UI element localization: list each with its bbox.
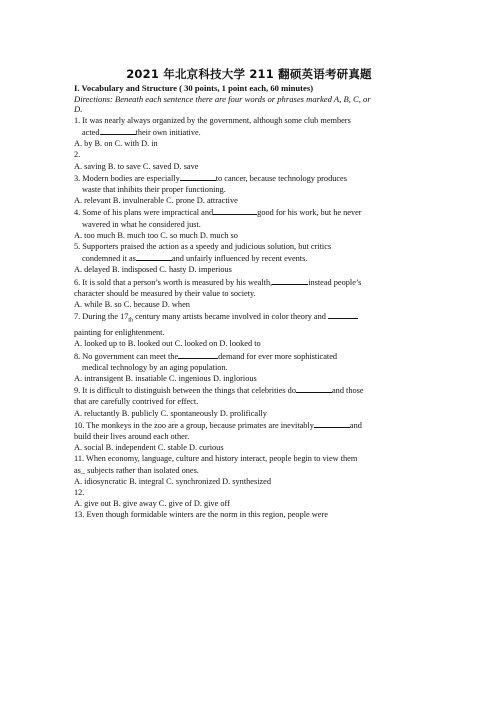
question-5-text-c: and unfairly influenced by recent events. (171, 254, 308, 264)
question-4-line-2: wavered in what he considered just. (82, 219, 201, 229)
question-3-text-a: 3. Modern bodies are especially (74, 173, 180, 183)
question-3-text-b: to cancer, because technology produces (215, 173, 347, 183)
question-6-text-b: instead people’s (308, 277, 362, 287)
question-7-line-1 (74, 310, 424, 327)
question-1-options: A. by B. on C. with D. in (74, 139, 158, 149)
question-1-text-c: their own initiative. (135, 128, 201, 138)
question-3-line-2: waste that inhibits their proper functioning. (82, 185, 226, 195)
question-10-options: A. social B. independent C. stable D. curious (74, 443, 224, 453)
question-4-line-1 (74, 206, 424, 218)
question-2-options: A. saving B. to save C. saved D. save (74, 161, 199, 171)
answer-blank (314, 419, 350, 428)
question-5-line-2 (74, 252, 424, 264)
question-7-superscript: th (128, 317, 134, 324)
question-6-options: A. while B. so C. because D. when (74, 300, 190, 310)
question-4-text-b: good for his work, but he never (257, 208, 362, 218)
answer-blank (328, 310, 358, 319)
question-9-text-b: and those (331, 386, 364, 396)
question-10-line-1 (74, 419, 424, 431)
question-10-line-2: build their lives around each other. (74, 431, 190, 441)
answer-blank (100, 126, 136, 135)
question-5-line-1: 5. Supporters praised the action as a speedy and judicious solution, but critics (74, 242, 332, 252)
question-10-text-b: and (349, 420, 362, 430)
question-12-options: A. give out B. give away C. give of D. give off (74, 499, 230, 509)
question-8-text-a: 8. No government can meet the (74, 351, 179, 361)
question-10-text-a: 10. The monkeys in the zoo are a group, because primates are inevitably (74, 420, 314, 430)
question-8-line-2: medical technology by an aging population. (82, 362, 228, 372)
answer-blank (180, 172, 216, 181)
question-1-text-b: acted (82, 128, 100, 138)
question-3-options: A. relevant B. invulnerable C. prone D. attractive (74, 196, 238, 206)
directions-body: Directions: Beneath each sentence there are four words or phrases marked A, B, C, or (74, 94, 371, 104)
page-title: 2021 年北京科技大学 211 翻硕英语考研真题 (126, 67, 372, 81)
question-11-line-2: as_ subjects rather than isolated ones. (74, 465, 199, 475)
question-6-line-1 (74, 276, 424, 288)
answer-blank (272, 276, 308, 285)
document-content (74, 66, 424, 521)
question-7-options: A. looked up to B. looked out C. looked on D. looked to (74, 339, 261, 349)
question-1-line-1: 1. It was nearly always organized by the government, although some club members (74, 115, 351, 125)
question-7-line-2: painting for enlightenment. (74, 328, 165, 338)
question-4-text-a: 4. Some of his plans were impractical and (74, 208, 214, 218)
question-5-options: A. delayed B. indisposed C. hasty D. imperious (74, 265, 232, 275)
question-1-line-2 (74, 126, 424, 138)
question-7-text-a: 7. During the 17 (74, 312, 129, 322)
question-9-text-a: 9. It is difficult to distinguish between the things that celebrities do (74, 386, 296, 396)
directions-text (74, 94, 424, 104)
question-8-options: A. intransigent B. insatiable C. ingenious D. inglorious (74, 373, 257, 383)
question-6-line-2: character should be measured by their value to society. (74, 288, 256, 298)
answer-blank (296, 384, 332, 393)
question-7-text-b: century many artists became involved in color theory and (133, 312, 326, 322)
question-9-line-1 (74, 384, 424, 396)
question-13-line-1: 13. Even though formidable winters are the norm in this region, people were (74, 510, 328, 520)
question-9-options: A. reluctantly B. publicly C. spontaneously D. prolifically (74, 408, 267, 418)
answer-blank (213, 206, 257, 215)
directions-end: D. (74, 104, 83, 115)
question-11-options: A. idiosyncratic B. integral C. synchronized D. synthesized (74, 476, 272, 486)
section-heading: I. Vocabulary and Structure ( 30 points, 1 point each, 60 minutes) (74, 83, 314, 93)
question-4-options: A. too much B. much too C. so much D. much so (74, 230, 238, 240)
question-2-number: 2. (74, 150, 81, 160)
question-11-line-1: 11. When economy, language, culture and history interact, people begin to view them (74, 454, 358, 464)
question-12-number: 12. (74, 487, 85, 497)
question-8-text-b: demand for ever more sophisticated (218, 351, 338, 361)
answer-blank (136, 252, 172, 261)
question-9-line-2: that are carefully contrived for effect. (74, 397, 199, 407)
question-8-line-1 (74, 350, 424, 362)
question-5-text-b: condemned it as (82, 254, 136, 264)
question-6-text-a: 6. It is sold that a person’s worth is measured by his wealth, (74, 277, 273, 287)
question-3-line-1 (74, 172, 424, 184)
answer-blank (178, 350, 218, 359)
